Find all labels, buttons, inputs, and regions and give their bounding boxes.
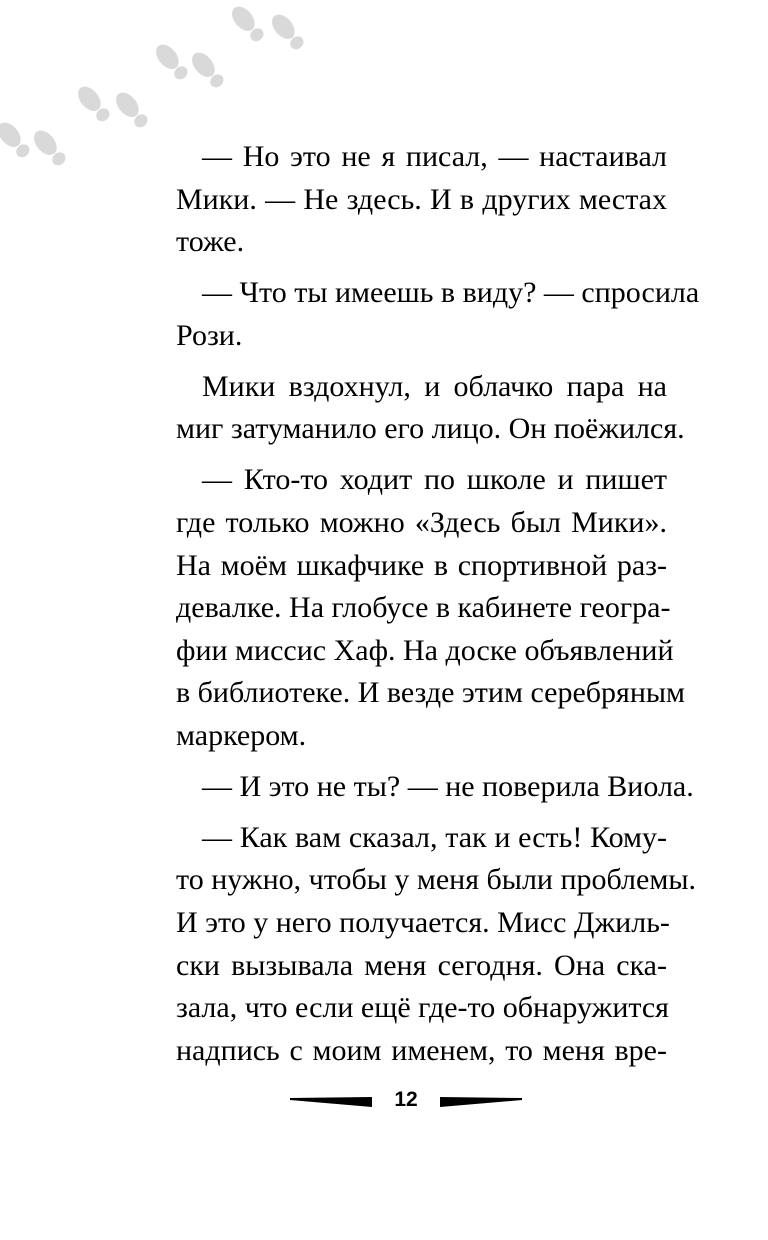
paragraph [150,366,685,451]
footprint-icon [29,126,69,169]
text-line: И это у него получается. Мисс Джиль- [176,906,670,940]
text-line: миг затуманило его лицо. Он поёжился. [176,412,685,446]
text-line: где только можно «Здесь был Мики». [176,505,667,539]
paragraph [150,766,694,809]
paragraph [150,136,667,264]
footprint-icon [0,118,34,161]
page-number: 12 [394,1088,418,1111]
text-line: Мики вздохнул, и облачко пара на [202,369,667,403]
text-line: фии миссис Хаф. На доске объявлений [176,633,674,667]
text-line: зала, что если ещё где-то обнаружится [176,991,669,1025]
page-footer [290,1084,522,1118]
text-line: — Кто-то ходит по школе и пишет [202,463,667,497]
text-line: — Но это не я писал, — настаивал [202,140,667,173]
text-line: в библиотеке. И везде этим серебряным [176,676,686,710]
footprint-icon [187,48,227,91]
body-text [150,136,700,1081]
text-line: Мики. — Не здесь. И в других местах [176,182,667,216]
text-line: маркером. [176,718,307,752]
footprint-icon [111,88,151,131]
text-line: тоже. [176,225,245,259]
footprint-icon [73,82,113,125]
text-line: девалке. На глобусе в кабинете геогра- [176,591,671,625]
paragraph [150,272,700,357]
footprint-icon [227,2,267,45]
footprint-icon [151,40,191,83]
text-line: — И это не ты? — не поверила Виола. [202,769,694,803]
text-line: — Что ты имеешь в виду? — спросила [202,276,700,310]
text-line: то нужно, чтобы у меня были проблемы. [176,863,696,897]
footprint-icon [267,10,307,53]
text-line: — Как вам сказал, так и есть! Кому- [202,820,667,854]
text-line: ски вызывала меня сегодня. Она ска- [176,948,667,982]
paragraph [150,817,696,1073]
paragraph [150,459,686,757]
text-line: Рози. [176,318,243,352]
text-line: На моём шкафчике в спортивной раз- [176,548,667,582]
text-line: надпись с моим именем, то меня вре- [176,1033,667,1067]
